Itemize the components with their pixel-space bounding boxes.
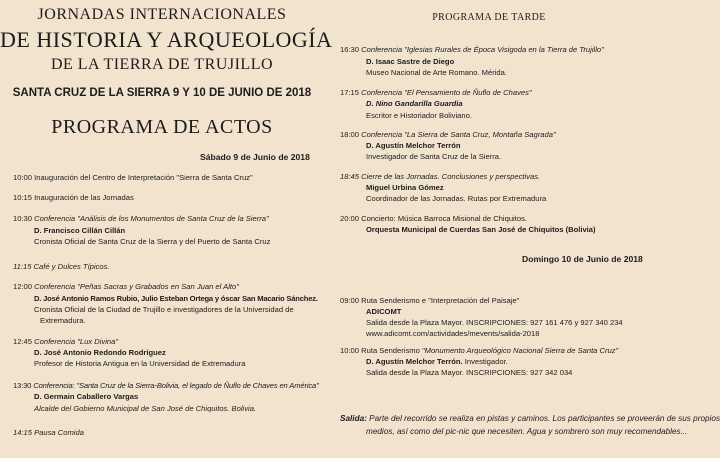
header-line2: DE HISTORIA Y ARQUEOLOGÍA xyxy=(0,27,333,52)
sat-event-1115: 11:15 Café y Dulces Típicos. xyxy=(13,262,110,271)
aft-event-1715 xyxy=(340,88,532,97)
footer-label: Salida: xyxy=(340,414,367,423)
aft-event-1800 xyxy=(340,130,556,139)
aft-event-2000: 20:00 Concierto: Música Barroca Misional de Chiquitos. xyxy=(340,214,527,223)
time: 13:30 xyxy=(13,381,32,390)
aft-speaker-1800: D. Agustín Melchor Terrón xyxy=(366,141,461,150)
sat-role-1330: Alcalde del Gobierno Municipal de San José de Chiquitos. Bolivia. xyxy=(34,404,257,413)
sun-info-1000: Salida desde la Plaza Mayor. INSCRIPCIONES: 927 342 034 xyxy=(366,368,573,377)
sat-role-1245: Profesor de Historia Antigua en la Universidad de Extremadura xyxy=(34,359,246,368)
sat-role-1030: Cronista Oficial de Santa Cruz de la Sierra y del Puerto de Santa Cruz xyxy=(34,237,271,246)
footer-text1: Parte del recorrido se realiza en pistas y caminos. Los participantes se proveerán de sus propios xyxy=(366,414,720,423)
footer-line1 xyxy=(340,414,720,423)
sat-role-1200-b: Extremadura. xyxy=(40,316,86,325)
aft-event-1845 xyxy=(340,172,540,181)
talk-title: Conferencia "Análisis de los Monumentos de Santa Cruz de la Sierra" xyxy=(34,214,269,223)
time: 12:00 xyxy=(13,282,33,291)
aft-event-1630 xyxy=(340,45,604,54)
aft-speaker-1845: Miguel Urbina Gómez xyxy=(366,183,444,192)
sun-info-0900: Salida desde la Plaza Mayor. INSCRIPCIONES: 927 161 476 y 927 340 234 xyxy=(366,318,623,327)
talk-title: Conferencia "La Sierra de Santa Cruz, Montaña Sagrada" xyxy=(361,130,556,139)
sat-event-1015: 10:15 Inauguración de las Jornadas xyxy=(13,193,134,202)
aft-role-1845: Coordinador de las Jornadas. Rutas por Extremadura xyxy=(366,194,547,203)
sat-event-1200 xyxy=(13,282,239,291)
header-line1: JORNADAS INTERNACIONALES xyxy=(37,6,287,23)
time: 17:15 xyxy=(340,88,360,97)
talk-title: Conferencia "Iglesias Rurales de Época Visigoda en la Tierra de Trujillo" xyxy=(361,45,604,54)
aft-speaker-1630: D. Isaac Sastre de Diego xyxy=(366,57,455,66)
sat-speaker-1330: D. Germain Caballero Vargas xyxy=(34,392,139,401)
aft-performer-2000: Orquesta Municipal de Cuerdas San José de Chiquitos (Bolivia) xyxy=(366,225,596,234)
sun-speaker-1000 xyxy=(366,357,508,366)
event-dates: SANTA CRUZ DE LA SIERRA 9 Y 10 DE JUNIO DE 2018 xyxy=(12,87,312,99)
aft-role-1630: Museo Nacional de Arte Romano. Mérida. xyxy=(366,68,507,77)
footer-line2: medios, así como del pic-nic que necesiten. Agua y sombrero son muy recomendables... xyxy=(366,427,688,436)
sat-speaker-1200: D. José Antonio Ramos Rubio, Julio Esteban Ortega y óscar San Macario Sánchez. xyxy=(34,294,318,303)
talk-title: Cierre de las Jornadas. Conclusiones y perspectivas. xyxy=(361,172,541,181)
time: 18:45 xyxy=(340,172,360,181)
sat-speaker-1245: D. José Antonio Redondo Rodríguez xyxy=(34,348,166,357)
speaker-name: D. Agustín Melchor Terrón. xyxy=(366,357,463,366)
aft-speaker-1715: D. Nino Gandarilla Guardia xyxy=(366,99,463,108)
talk-title: "Monumento Arqueológico Nacional Sierra de Santa Cruz" xyxy=(421,346,619,355)
sun-event-0900: 09:00 Ruta Senderismo e "Interpretación del Paisaje" xyxy=(340,296,520,305)
sat-event-1030 xyxy=(13,214,269,223)
sun-web-0900: www.adicomt.com/actividades/mevents/salida-2018 xyxy=(366,329,540,338)
time: 18:00 xyxy=(340,130,360,139)
sun-org-0900: ADICOMT xyxy=(366,307,402,316)
talk-title-plain: Ruta Senderismo xyxy=(361,346,422,355)
time: 16:30 xyxy=(340,45,360,54)
sat-event-1330 xyxy=(13,381,319,390)
aft-role-1715: Escritor e Historiador Boliviano. xyxy=(366,111,472,120)
program-title: PROGRAMA DE ACTOS xyxy=(51,116,273,138)
sunday-day: Domingo 10 de Junio de 2018 xyxy=(522,254,643,264)
time: 12:45 xyxy=(13,337,33,346)
aft-role-1800: Investigador de Santa Cruz de la Sierra. xyxy=(366,152,502,161)
time: 10:30 xyxy=(13,214,33,223)
saturday-day: Sábado 9 de Junio de 2018 xyxy=(200,152,310,162)
sat-speaker-1030: D. Francisco Cillán Cillán xyxy=(34,226,126,235)
talk-title: Conferencia "Peñas Sacras y Grabados en San Juan el Alto" xyxy=(34,282,239,291)
time: 10:00 xyxy=(340,346,360,355)
talk-title: Conferencia: "Santa Cruz de la Sierra-Bolivia, el legado de Ñuflo de Chaves en América" xyxy=(33,381,319,390)
sat-event-1245 xyxy=(13,337,118,346)
sun-event-1000 xyxy=(340,346,618,355)
speaker-role: Investigador. xyxy=(462,357,508,366)
talk-title: Conferencia "Lux Divina" xyxy=(34,337,119,346)
header-line3: DE LA TIERRA DE TRUJILLO xyxy=(50,56,274,73)
sat-role-1200-a: Cronista Oficial de la Ciudad de Trujillo e investigadores de la Universidad de xyxy=(34,305,294,314)
sat-event-1000: 10:00 Inauguración del Centro de Interpretación "Sierra de Santa Cruz" xyxy=(13,173,253,182)
afternoon-title: PROGRAMA DE TARDE xyxy=(432,12,546,23)
talk-title: Conferencia "El Pensamiento de Ñuflo de Chaves" xyxy=(361,88,532,97)
sat-event-1415: 14:15 Pausa Comida xyxy=(13,428,84,437)
